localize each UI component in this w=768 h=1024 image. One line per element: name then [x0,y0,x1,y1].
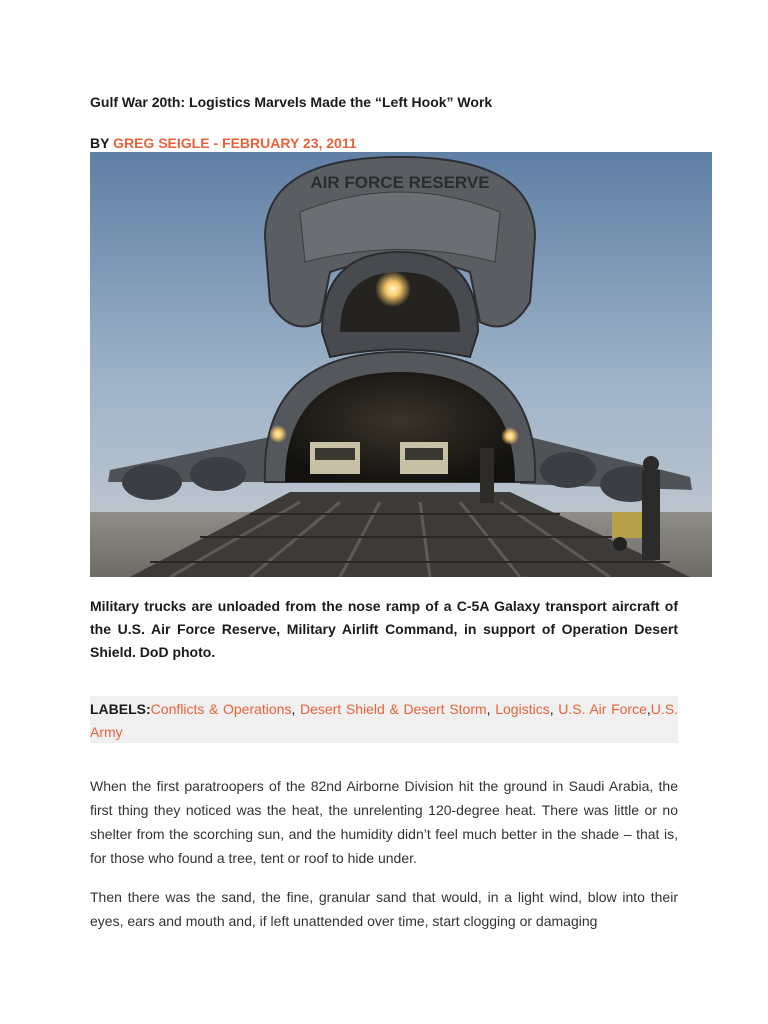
labels-heading: LABELS: [90,701,151,717]
label-link-conflicts[interactable]: Conflicts & Operations [150,701,292,717]
label-link-logistics[interactable]: Logistics [495,701,550,717]
body-paragraph: Then there was the sand, the fine, granular sand that would, in a light wind, blow into their eyes, ears and mouth and, if left unattended over time, start clogging or damaging [90,889,678,929]
label-link-desert-shield[interactable]: Desert Shield & Desert Storm [300,701,487,717]
author-link[interactable]: GREG SEIGLE [113,135,210,151]
article-title: Gulf War 20th: Logistics Marvels Made the “Left Hook” Work [90,94,493,110]
c5a-galaxy-photo [90,152,712,577]
photo-caption: Military trucks are unloaded from the nose ramp of a C-5A Galaxy transport aircraft of the U.S. Air Force Reserve, Military Airlift Command, in support of Operation Desert Shield. DoD photo. [90,598,678,660]
byline-prefix: BY [90,135,114,151]
label-link-army[interactable]: U.S. Army [90,701,679,740]
body-paragraph: When the first paratroopers of the 82nd Airborne Division hit the ground in Saudi Arabia, the first thing they noticed was the heat, the unrelenting 120-degree heat. There was little or no shelter from the scorching sun, and the humidity didn’t feel much better in the shade – that is, for those who found a tree, tent or roof to hide under. [90,778,678,866]
byline-separator: - [209,135,223,151]
publish-date: FEBRUARY 23, 2011 [222,135,357,151]
label-link-air-force[interactable]: U.S. Air Force [558,701,647,717]
byline [90,133,690,153]
labels-box: LABELS:Conflicts & Operations, Desert Shield & Desert Storm, Logistics, U.S. Air Force,U.S. Army [90,696,678,743]
air-force-reserve-text: AIR FORCE RESERVE [310,173,490,192]
